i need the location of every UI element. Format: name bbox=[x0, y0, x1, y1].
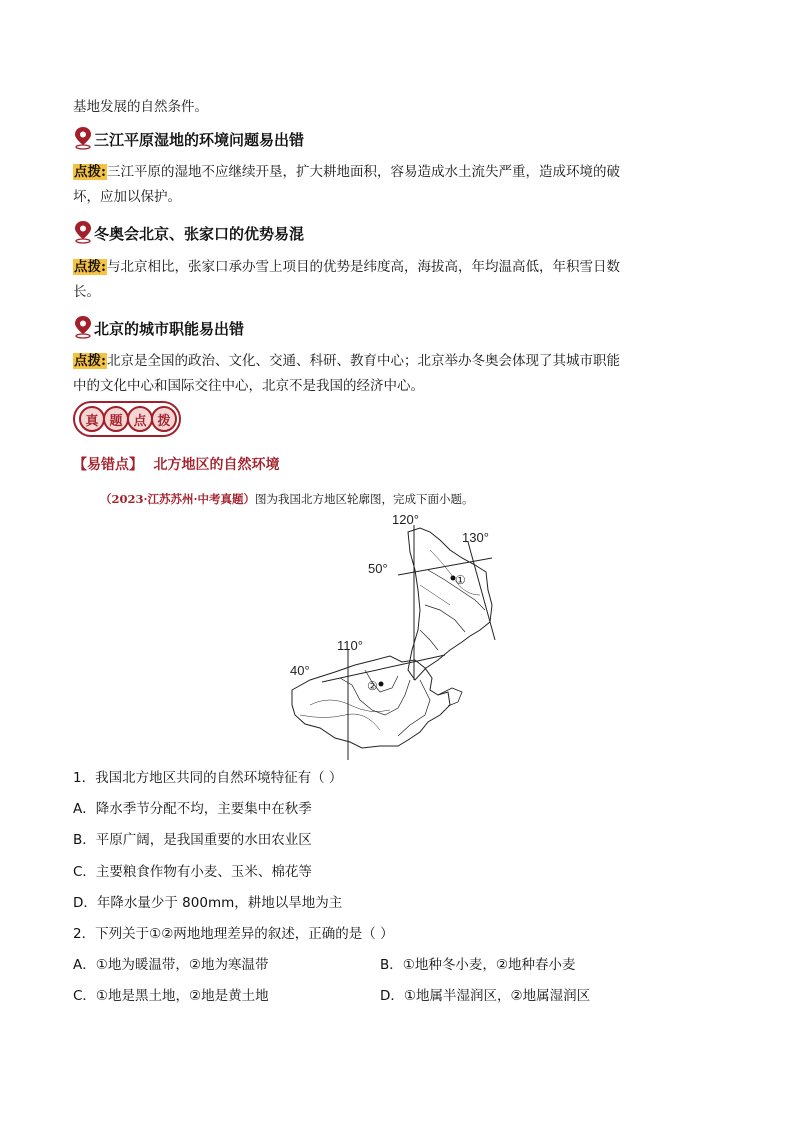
error-point-title bbox=[73, 455, 279, 475]
tip-line-continued: 中的文化中心和国际交往中心，北京不是我国的经济中心。 bbox=[73, 378, 424, 394]
location-pin-icon bbox=[73, 315, 93, 339]
tip-text: 与北京相比，张家口承办雪上项目的优势是纬度高，海拔高，年均温高低，年积雪日数 bbox=[106, 259, 620, 275]
point-2-label: ② bbox=[367, 679, 378, 693]
badge-frame bbox=[73, 401, 181, 437]
lat-40-label: 40° bbox=[290, 663, 310, 678]
section-heading-sanjiang bbox=[73, 126, 304, 150]
location-pin-icon bbox=[73, 126, 93, 150]
error-point-text: 北方地区的自然环境 bbox=[153, 457, 280, 473]
question-1-option-d[interactable]: D．年降水量少于 800mm，耕地以旱地为主 bbox=[73, 895, 343, 911]
question-2-option-d[interactable]: D．①地属半湿润区，②地属湿润区 bbox=[380, 988, 591, 1004]
tip-line bbox=[73, 162, 620, 182]
internal-border bbox=[420, 630, 438, 650]
question-source-citation: （2023·江苏苏州·中考真题） bbox=[100, 492, 256, 506]
question-1-option-a[interactable]: A．降水季节分配不均，主要集中在秋季 bbox=[73, 801, 312, 817]
point-1-label: ① bbox=[455, 573, 466, 587]
question-source-text: 图为我国北方地区轮廓图，完成下面小题。 bbox=[255, 492, 474, 506]
tip-label: 点拨: bbox=[74, 164, 106, 180]
tip-line bbox=[73, 351, 620, 371]
error-point-tag: 【易错点】 bbox=[73, 457, 143, 473]
lon-130-label: 130° bbox=[462, 530, 489, 545]
tip-line-continued: 坏，应加以保护。 bbox=[73, 189, 181, 205]
section-heading-text: 三江平原湿地的环境问题易出错 bbox=[94, 131, 305, 149]
question-source bbox=[100, 490, 474, 508]
question-1-option-c[interactable]: C．主要粮食作物有小麦、玉米、棉花等 bbox=[73, 864, 312, 880]
tip-text: 北京是全国的政治、文化、交通、科研、教育中心；北京举办冬奥会体现了其城市职能 bbox=[106, 353, 620, 369]
question-2-option-c[interactable]: C．①地是黑土地，②地是黄土地 bbox=[73, 988, 269, 1004]
badge-char: 拨 bbox=[151, 406, 177, 432]
question-1-option-b[interactable]: B．平原广阔，是我国重要的水田农业区 bbox=[73, 832, 312, 848]
section-heading-olympics bbox=[73, 220, 304, 244]
lon-110-label: 110° bbox=[337, 638, 363, 653]
zhenti-dianbo-badge bbox=[73, 402, 181, 436]
badge-char: 点 bbox=[127, 406, 153, 432]
lon-120-label: 120° bbox=[392, 512, 419, 527]
internal-border bbox=[425, 605, 465, 632]
tip-label: 点拨: bbox=[74, 353, 106, 369]
tip-label: 点拨: bbox=[74, 259, 106, 275]
section-heading-beijing bbox=[73, 315, 244, 339]
tip-line bbox=[73, 257, 620, 277]
section-heading-text: 冬奥会北京、张家口的优势易混 bbox=[94, 225, 305, 243]
intro-tail-text: 基地发展的自然条件。 bbox=[73, 99, 208, 115]
parallel-40 bbox=[322, 655, 445, 682]
tip-line-continued: 长。 bbox=[73, 284, 100, 300]
question-2-option-a[interactable]: A．①地为暖温带，②地为寒温带 bbox=[73, 957, 269, 973]
tip-text: 三江平原的湿地不应继续开垦，扩大耕地面积，容易造成水土流失严重，造成环境的破 bbox=[106, 164, 620, 180]
river bbox=[300, 714, 380, 730]
north-china-outline bbox=[292, 656, 450, 748]
location-pin-icon bbox=[73, 220, 93, 244]
question-2-stem: 2．下列关于①②两地地理差异的叙述，正确的是（ ） bbox=[73, 926, 394, 942]
badge-char: 题 bbox=[103, 406, 129, 432]
lat-50-label: 50° bbox=[368, 561, 388, 576]
question-2-option-b[interactable]: B．①地种冬小麦，②地种春小麦 bbox=[380, 957, 576, 973]
point-2-marker bbox=[379, 682, 384, 687]
internal-border bbox=[398, 680, 430, 736]
north-china-outline-map bbox=[280, 510, 526, 760]
meridian-130 bbox=[468, 542, 495, 640]
river bbox=[420, 585, 450, 605]
section-heading-text: 北京的城市职能易出错 bbox=[94, 320, 245, 338]
river bbox=[310, 700, 390, 712]
badge-char: 真 bbox=[79, 406, 105, 432]
question-1-stem: 1．我国北方地区共同的自然环境特征有（ ） bbox=[73, 770, 343, 786]
